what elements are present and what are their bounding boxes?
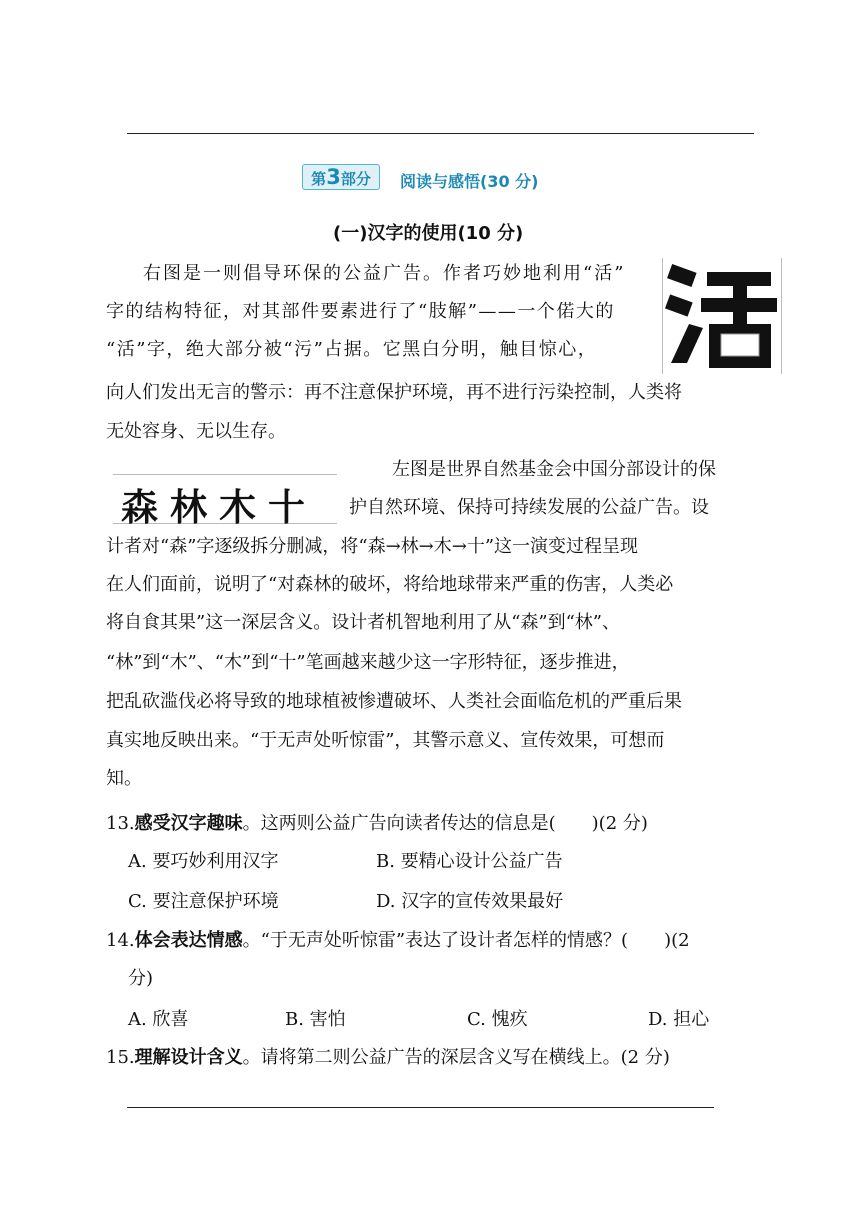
- huo-ad-image: [662, 258, 782, 374]
- passage1-line: 右图是一则倡导环保的公益广告。作者巧妙地利用“活”: [143, 263, 626, 284]
- passage2-line: 护自然环境、保持可持续发展的公益广告。设: [349, 497, 709, 518]
- huo-character-graphic: [663, 258, 781, 374]
- forest-sequence-text: 森林木十: [121, 486, 317, 529]
- question-14-stem: [106, 929, 690, 953]
- option-14-d[interactable]: D. 担心: [648, 1009, 710, 1030]
- forest-ad-image: [113, 474, 337, 529]
- passage2-line: 左图是世界自然基金会中国分部设计的保: [392, 459, 716, 480]
- answer-line[interactable]: [127, 1107, 714, 1108]
- option-13-c[interactable]: C. 要注意保护环境: [128, 891, 279, 912]
- passage2-line: “林”到“木”、“木”到“十”笔画越来越少这一字形特征，逐步推进，: [106, 652, 630, 673]
- option-14-a[interactable]: A. 欣喜: [128, 1009, 189, 1030]
- question-text: 。“于无声处听惊雷”表达了设计者怎样的情感？( )(2: [242, 930, 690, 951]
- option-14-b[interactable]: B. 害怕: [285, 1009, 346, 1030]
- question-number: 15.: [106, 1047, 135, 1068]
- question-label: 理解设计含义: [134, 1047, 243, 1068]
- passage2-line: 计者对“森”字逐级拆分删减，将“森→林→木→十”这一演变过程呈现: [106, 536, 639, 557]
- passage2-line: 把乱砍滥伐必将导致的地球植被惨遭破坏、人类社会面临危机的严重后果: [106, 691, 682, 712]
- question-text: 。这两则公益广告向读者传达的信息是( )(2 分): [242, 813, 648, 834]
- question-label: 感受汉字趣味: [134, 813, 243, 834]
- question-15-stem: [106, 1046, 670, 1070]
- passage2-line: 知。: [106, 768, 142, 789]
- badge-prefix: 第: [311, 170, 327, 188]
- passage2-line: 将自食其果”这一深层含义。设计者机智地利用了从“森”到“林”、: [106, 612, 621, 633]
- option-13-d[interactable]: D. 汉字的宣传效果最好: [376, 891, 564, 912]
- top-divider: [127, 133, 754, 134]
- option-14-c[interactable]: C. 愧疚: [467, 1009, 528, 1030]
- question-14-stem-continued: 分): [128, 968, 154, 989]
- passage2-line: 在人们面前，说明了“对森林的破坏，将给地球带来严重的伤害，人类必: [106, 574, 674, 595]
- badge-number: 3: [326, 165, 341, 189]
- option-13-b[interactable]: B. 要精心设计公益广告: [376, 851, 563, 872]
- passage1-line: 字的结构特征，对其部件要素进行了“肢解”——一个偌大的: [106, 301, 615, 322]
- passage2-line: 真实地反映出来。“于无声处听惊雷”，其警示意义、宣传效果，可想而: [106, 730, 665, 751]
- question-number: 14.: [106, 930, 135, 951]
- section-badge: [302, 164, 380, 190]
- passage1-line: “活”字，绝大部分被“污”占据。它黑白分明，触目惊心，: [106, 339, 598, 360]
- question-number: 13.: [106, 813, 135, 834]
- question-text: 。请将第二则公益广告的深层含义写在横线上。(2 分): [242, 1047, 670, 1068]
- passage1-line: 无处容身、无以生存。: [106, 421, 286, 442]
- passage1-line: 向人们发出无言的警示：再不注意保护环境，再不进行污染控制，人类将: [106, 382, 682, 403]
- question-label: 体会表达情感: [134, 930, 243, 951]
- subsection-title: (一)汉字的使用(10 分): [333, 223, 524, 244]
- option-13-a[interactable]: A. 要巧妙利用汉字: [128, 851, 279, 872]
- badge-suffix: 部分: [340, 170, 371, 188]
- section-title: 阅读与感悟(30 分): [400, 172, 539, 191]
- question-13-stem: [106, 812, 648, 836]
